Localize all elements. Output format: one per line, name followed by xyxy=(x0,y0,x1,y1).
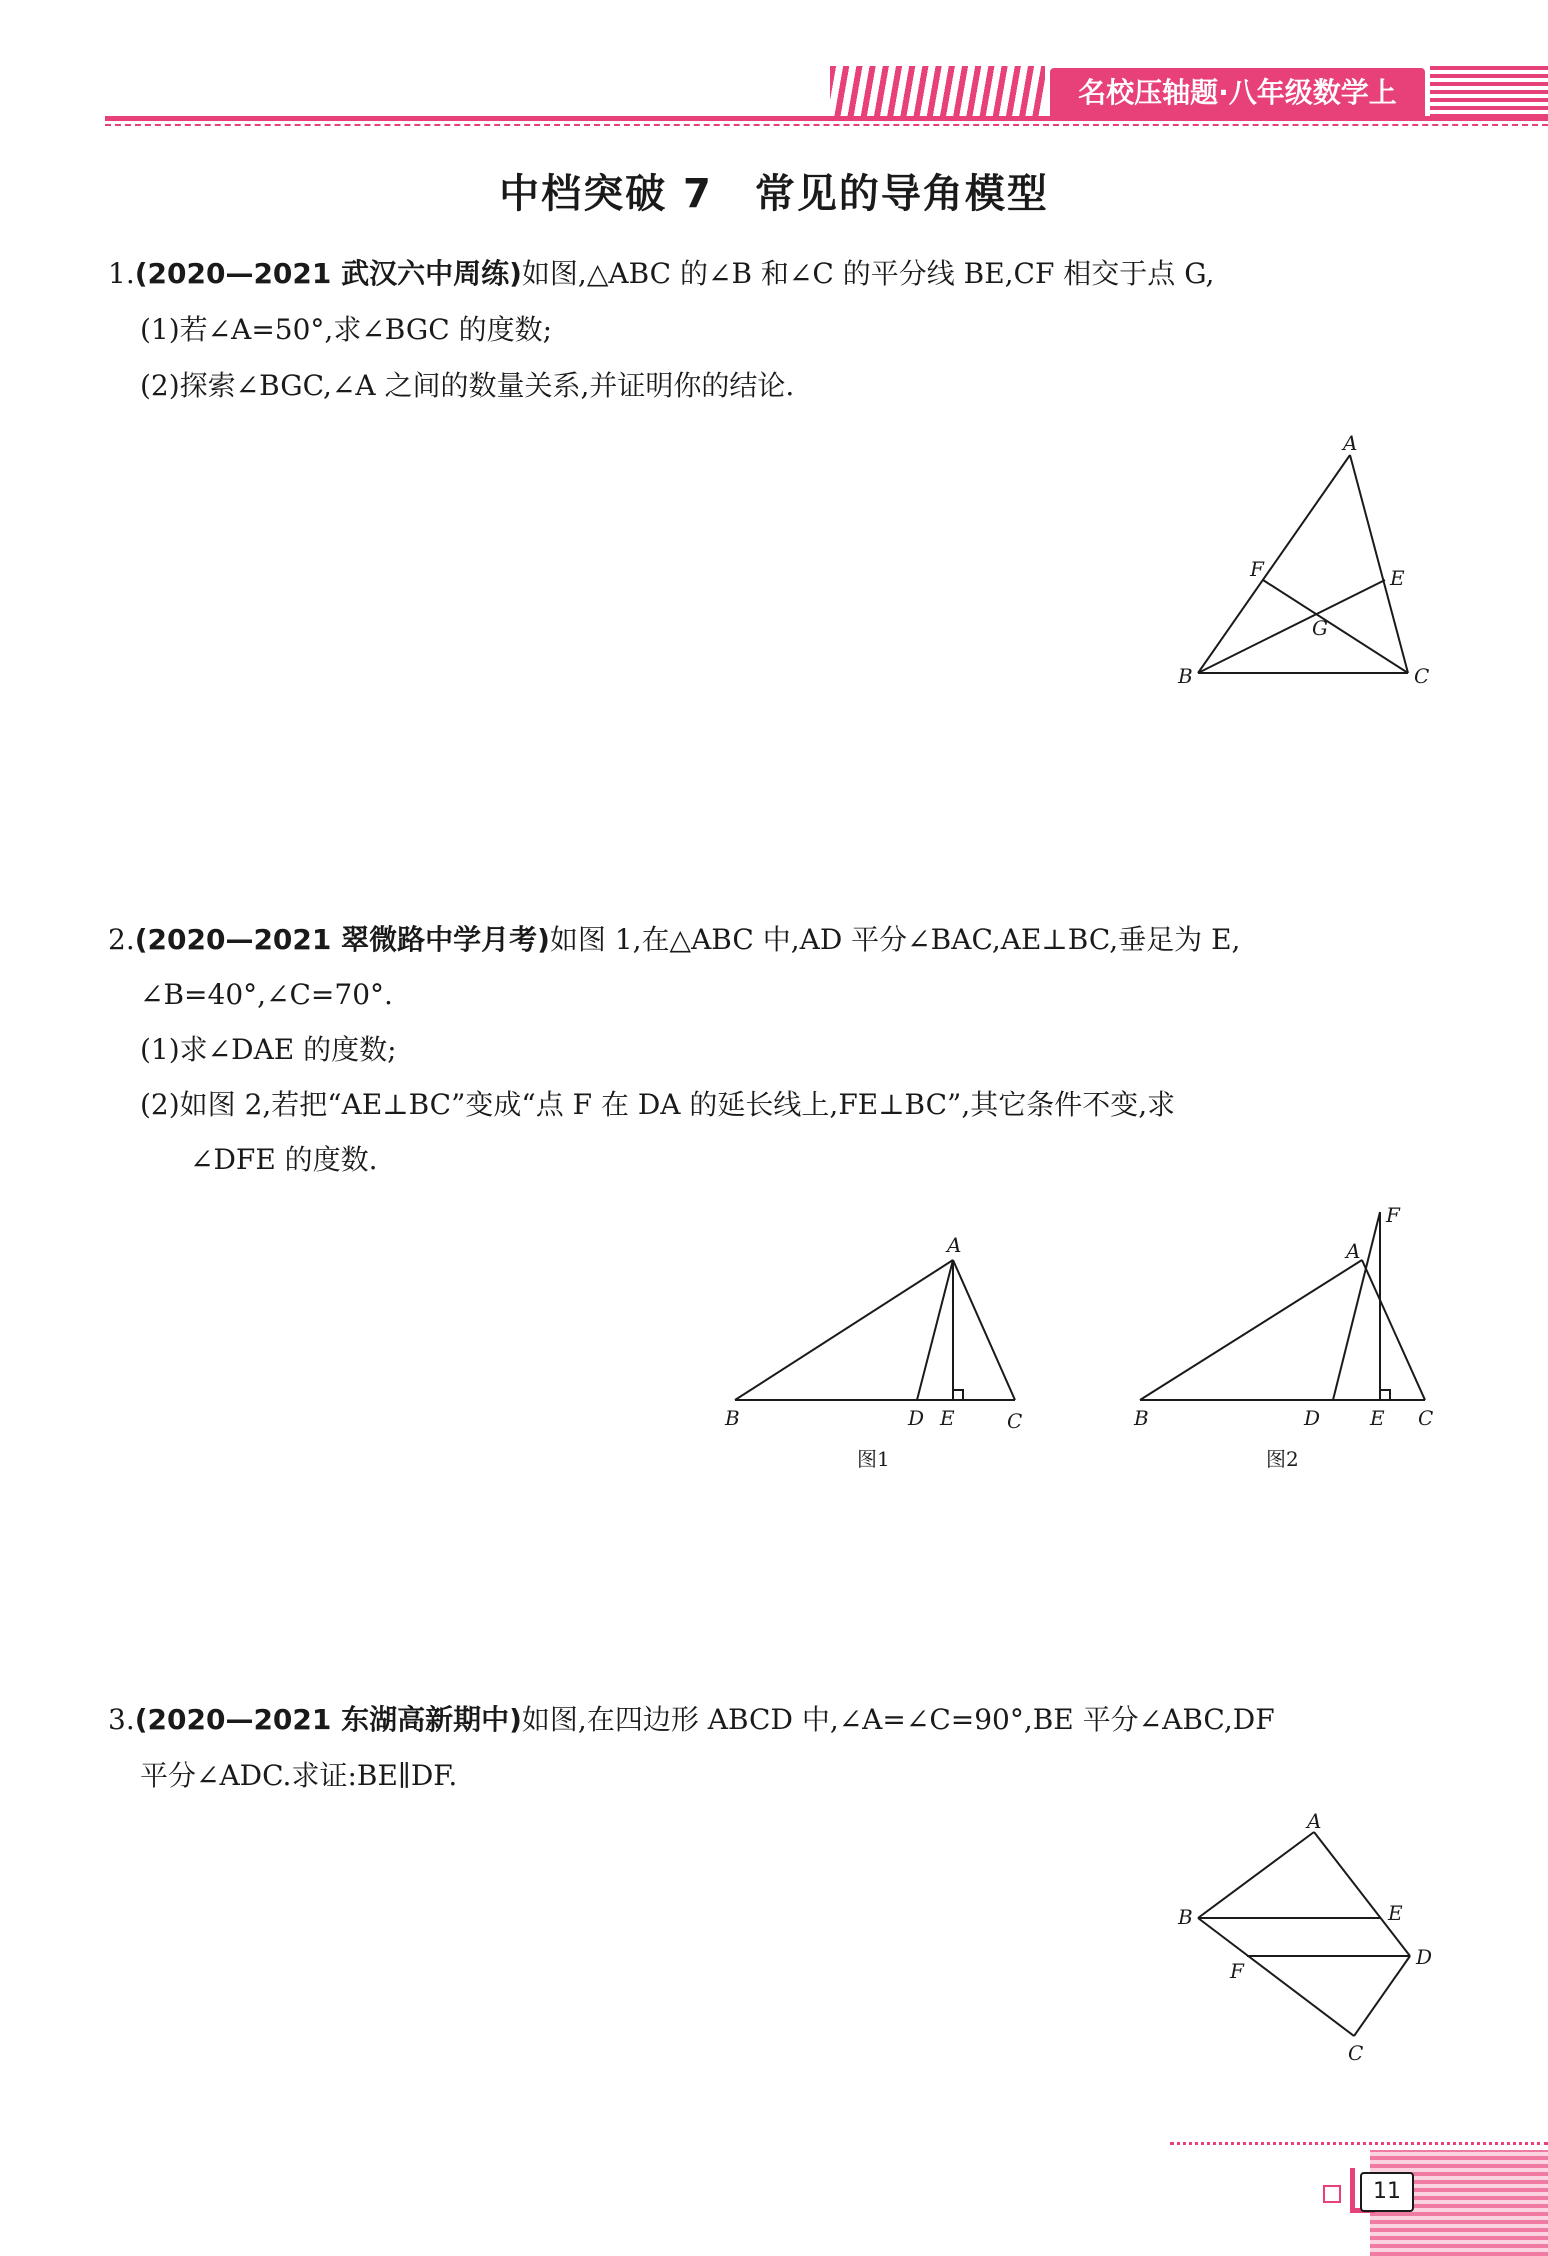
series-title: 名校压轴题·八年级数学上 xyxy=(1050,68,1425,118)
segment-AD xyxy=(917,1260,953,1400)
problem-2-part-2-cont: ∠DFE 的度数. xyxy=(190,1143,378,1176)
label-E: E xyxy=(940,1406,955,1430)
problem-number: 1. xyxy=(108,257,135,290)
problem-1-part-2: (2)探索∠BGC,∠A 之间的数量关系,并证明你的结论. xyxy=(140,369,795,402)
problem-source: (2020—2021 武汉六中周练) xyxy=(134,257,522,290)
page-title: 中档突破 7 常见的导角模型 xyxy=(499,171,1049,217)
problem-text: 如图 1,在△ABC 中,AD 平分∠BAC,AE⊥BC,垂足为 E, xyxy=(549,923,1241,956)
segment-AB xyxy=(1198,1832,1314,1918)
problem-3-figure xyxy=(1160,1800,1460,2070)
label-E: E xyxy=(1390,566,1405,590)
label-G: G xyxy=(1312,616,1328,640)
problem-source: (2020—2021 翠微路中学月考) xyxy=(134,923,550,956)
segment-AC xyxy=(953,1260,1015,1400)
footer-square-marker xyxy=(1323,2185,1341,2203)
label-C: C xyxy=(1007,1409,1023,1433)
problem-number: 3. xyxy=(108,1703,135,1736)
segment-AD xyxy=(1314,1832,1410,1956)
page-number: 11 xyxy=(1360,2172,1414,2212)
figure-1-caption: 图1 xyxy=(857,1447,890,1471)
problem-2-line-1 xyxy=(108,920,1240,960)
segment-AB xyxy=(735,1260,953,1400)
label-D: D xyxy=(1304,1406,1321,1430)
label-F: F xyxy=(1230,1959,1244,1983)
problem-3-line-2: 平分∠ADC.求证:BE∥DF. xyxy=(140,1759,458,1792)
label-E: E xyxy=(1388,1901,1403,1925)
segment-AB xyxy=(1140,1260,1362,1400)
problem-number: 2. xyxy=(108,923,135,956)
problem-source: (2020—2021 东湖高新期中) xyxy=(134,1703,522,1736)
label-D: D xyxy=(1416,1945,1433,1969)
figure-2-caption: 图2 xyxy=(1266,1447,1299,1471)
problem-text: 如图,△ABC 的∠B 和∠C 的平分线 BE,CF 相交于点 G, xyxy=(521,257,1215,290)
label-C: C xyxy=(1348,2041,1364,2065)
label-A: A xyxy=(1346,1239,1361,1263)
label-C: C xyxy=(1418,1406,1434,1430)
right-angle-mark xyxy=(953,1390,963,1400)
problem-2-part-1: (1)求∠DAE 的度数; xyxy=(140,1033,397,1066)
problem-2-figure-1 xyxy=(715,1230,1045,1480)
problem-3-line-1 xyxy=(108,1700,1275,1740)
problem-1-line-1 xyxy=(108,254,1214,294)
label-B: B xyxy=(1178,664,1193,688)
label-A: A xyxy=(1343,431,1358,455)
footer-dotted-rule xyxy=(1170,2142,1548,2145)
segment-BE xyxy=(1198,580,1385,673)
right-angle-mark xyxy=(1380,1390,1390,1400)
label-F: F xyxy=(1386,1203,1400,1227)
segment-AB xyxy=(1198,455,1350,673)
problem-2-part-2: (2)如图 2,若把“AE⊥BC”变成“点 F 在 DA 的延长线上,FE⊥BC”,其它条件不变,求 xyxy=(140,1088,1176,1121)
label-C: C xyxy=(1414,664,1430,688)
label-B: B xyxy=(1134,1406,1149,1430)
header-tail-stripes xyxy=(1430,66,1548,118)
segment-BC xyxy=(1198,1918,1354,2036)
segment-CD xyxy=(1354,1956,1410,2036)
label-E: E xyxy=(1370,1406,1385,1430)
problem-1-figure xyxy=(1160,425,1440,695)
label-A: A xyxy=(947,1233,962,1257)
label-D: D xyxy=(908,1406,925,1430)
header-dashed-rule xyxy=(105,124,1548,126)
label-A: A xyxy=(1307,1809,1322,1833)
label-B: B xyxy=(1178,1905,1193,1929)
label-B: B xyxy=(725,1406,740,1430)
problem-text: 如图,在四边形 ABCD 中,∠A=∠C=90°,BE 平分∠ABC,DF xyxy=(521,1703,1275,1736)
header-rule xyxy=(105,116,1548,121)
header-stripes xyxy=(830,66,1045,118)
problem-2-figure-2 xyxy=(1120,1200,1450,1480)
problem-1-part-1: (1)若∠A=50°,求∠BGC 的度数; xyxy=(140,313,553,346)
problem-2-line-2: ∠B=40°,∠C=70°. xyxy=(140,978,393,1011)
segment-AC xyxy=(1362,1260,1425,1400)
label-F: F xyxy=(1250,557,1264,581)
